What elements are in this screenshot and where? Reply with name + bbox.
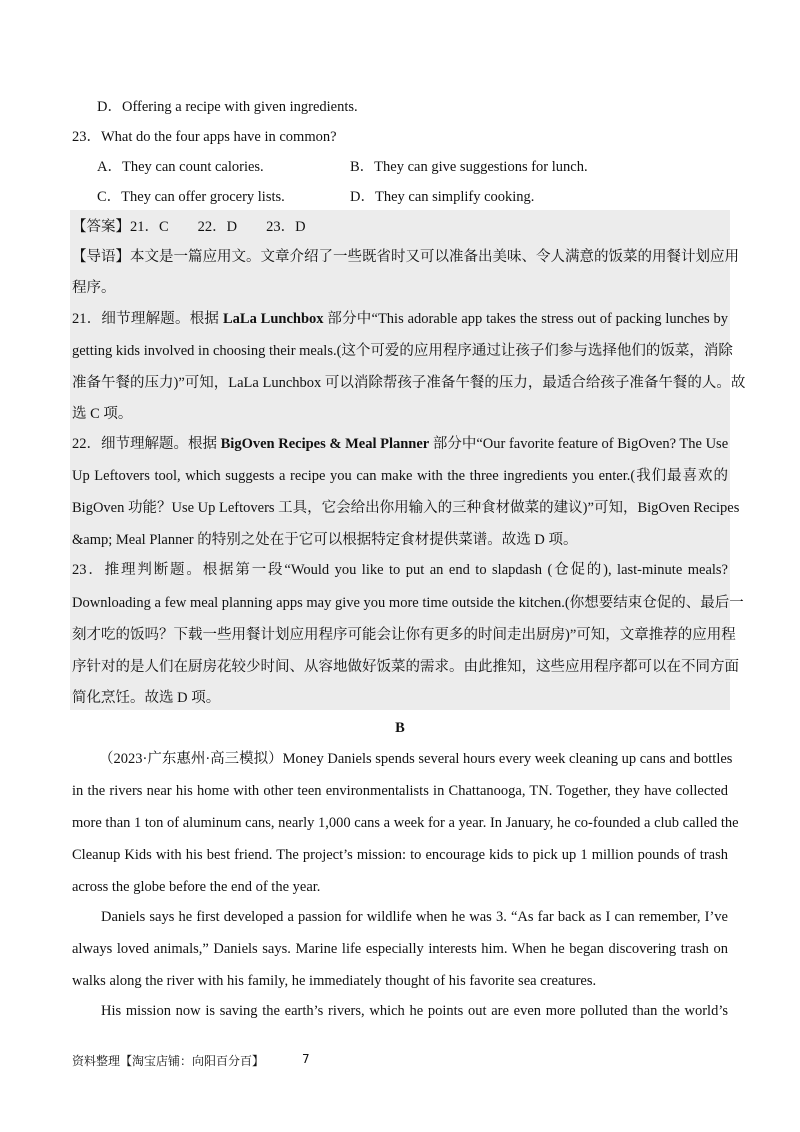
explanation-23-line-4: 序针对的是人们在厨房花较少时间、从容地做好饭菜的需求。由此推知，这些应用程序都可以在不同方面 xyxy=(72,659,739,675)
q23-option-d: D．They can simplify cooking. xyxy=(350,189,535,205)
explanation-21-line-1: 21．细节理解题。根据 LaLa Lunchbox 部分中“This adorable app takes the stress out of packing lunches by xyxy=(72,311,728,327)
explanation-23-line-1: 23．推理判断题。根据第一段“Would you like to put an end to slapdash (仓促的), last-minute meals? xyxy=(72,562,728,578)
passage-p1-line-5: across the globe before the end of the year. xyxy=(72,879,321,895)
passage-p2-line-1: Daniels says he first developed a passion for wildlife when he was 3. “As far back as I can remember, I’ve xyxy=(101,909,728,925)
guide-line-1: 【导语】本文是一篇应用文。文章介绍了一些既省时又可以准备出美味、令人满意的饭菜的用餐计划应用 xyxy=(72,249,739,265)
explanation-22-line-1: 22．细节理解题。根据 BigOven Recipes & Meal Planner 部分中“Our favorite feature of BigOven? The Use xyxy=(72,436,729,452)
explanation-23-line-2: Downloading a few meal planning apps may give you more time outside the kitchen.(你想要结束仓促的、最后一 xyxy=(72,595,744,611)
passage-p3-line-1: His mission now is saving the earth’s rivers, which he points out are even more polluted than the world’s xyxy=(101,1003,728,1019)
explanation-21-line-3: 准备午餐的压力)”可知，LaLa Lunchbox 可以消除帮孩子准备午餐的压力，最适合给孩子准备午餐的人。故 xyxy=(72,375,746,391)
app-name-lala-lunchbox: LaLa Lunchbox xyxy=(222,311,324,327)
passage-p1-line-2: in the rivers near his home with other teen environmentalists in Chattanooga, TN. Together, they have collected xyxy=(72,783,728,799)
q23-option-c: C．They can offer grocery lists. xyxy=(97,189,285,205)
q23-stem: 23．What do the four apps have in common? xyxy=(72,129,337,145)
explanation-21-line-4: 选 C 项。 xyxy=(72,406,133,422)
q23-option-b: B．They can give suggestions for lunch. xyxy=(350,159,588,175)
explanation-22-line-3: BigOven 功能？Use Up Leftovers 工具，它会给出你用输入的三种食材做菜的建议)”可知，BigOven Recipes xyxy=(72,500,740,516)
passage-p1-line-1: （2023·广东惠州·高三模拟）Money Daniels spends several hours every week cleaning up cans and bottles xyxy=(99,751,733,767)
explanation-22-line-2: Up Leftovers tool, which suggests a recipe you can make with the three ingredients you enter.(我们最喜欢的 xyxy=(72,468,728,484)
section-heading: B xyxy=(395,720,405,736)
explanation-23-line-5: 简化烹饪。故选 D 项。 xyxy=(72,690,221,706)
page-number: 7 xyxy=(302,1052,310,1066)
footer-source: 资料整理【淘宝店铺：向阳百分百】 xyxy=(72,1054,265,1068)
answer-key: 【答案】21．C 22．D 23．D xyxy=(72,219,306,235)
q23-option-a: A．They can count calories. xyxy=(97,159,264,175)
passage-p1-line-4: Cleanup Kids with his best friend. The project’s mission: to encourage kids to pick up 1 million pounds of trash xyxy=(72,847,728,863)
explanation-22-line-4: &amp; Meal Planner 的特别之处在于它可以根据特定食材提供菜谱。故选 D 项。 xyxy=(72,532,578,548)
passage-p2-line-2: always loved animals,” Daniels says. Marine life especially interests him. When he began discovering trash on xyxy=(72,941,728,957)
app-name-bigoven: BigOven Recipes & Meal Planner xyxy=(220,436,430,452)
passage-p2-line-3: walks along the river with his family, he immediately thought of his favorite sea creatures. xyxy=(72,973,597,989)
explanation-21-line-2: getting kids involved in choosing their meals.(这个可爱的应用程序通过让孩子们参与选择他们的饭菜，消除 xyxy=(72,343,733,359)
passage-p1-line-3: more than 1 ton of aluminum cans, nearly 1,000 cans a week for a year. In January, he co-founded a club called the xyxy=(72,815,739,831)
q22-option-d: D．Offering a recipe with given ingredients. xyxy=(97,99,358,115)
guide-line-2: 程序。 xyxy=(72,280,116,296)
explanation-23-line-3: 刻才吃的饭吗？下载一些用餐计划应用程序可能会让你有更多的时间走出厨房)”可知，文章推荐的应用程 xyxy=(72,627,736,643)
